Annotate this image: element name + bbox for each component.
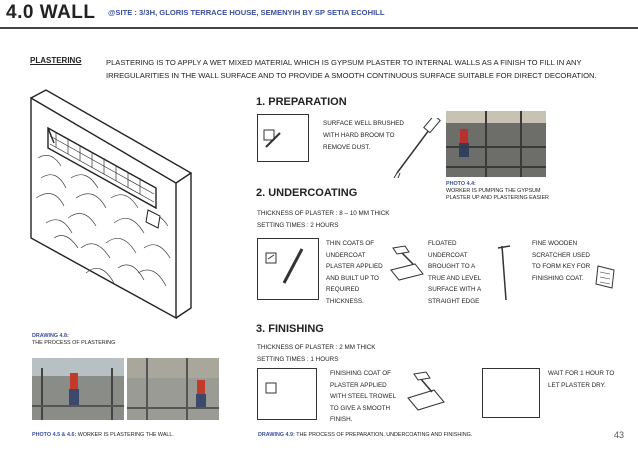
photos-45-46-caption [32, 432, 174, 439]
undercoating-heading: 2. UNDERCOATING [256, 187, 358, 199]
steel-trowel-sketch [404, 370, 456, 416]
undercoating-setting: SETTING TIMES : 2 HOURS [257, 222, 339, 229]
photo-46-worker-plastering [127, 358, 219, 420]
header-divider [0, 27, 638, 29]
scratcher-sketch [488, 242, 514, 304]
drawing-49-label: DRAWING 4.9: [258, 432, 295, 438]
straight-edge-sketch [280, 245, 310, 285]
page-title: 4.0 WALL [6, 2, 96, 23]
wood-scratcher-sketch [594, 260, 620, 294]
photo-44-worker-pumping [446, 111, 546, 177]
drawing-48-label: DRAWING 4.8: [32, 333, 69, 339]
drawing-49-caption-row [258, 432, 472, 439]
finishing-note-1: FINISHING COAT OF PLASTER APPLIED WITH STEEL TROWEL TO GIVE A SMOOTH FINISH. [330, 370, 396, 423]
undercoating-thickness: THICKNESS OF PLASTER : 8 – 10 MM THICK [257, 210, 390, 217]
finishing-thickness: THICKNESS OF PLASTER : 2 MM THICK [257, 344, 376, 351]
preparation-heading: 1. PREPARATION [256, 96, 347, 108]
undercoating-note-2: FLOATED UNDERCOAT BROUGHT TO A TRUE AND LEVEL SURFACE WITH A STRAIGHT EDGE [428, 240, 481, 305]
finishing-dry-wall-square [482, 368, 540, 418]
plastering-description: PLASTERING IS TO APPLY A WET MIXED MATERIAL WHICH IS GYPSUM PLASTER TO INTERNAL WALLS AS A FINISH TO FILL IN ANY IRREGULARITIES IN THE WALL SURFACE AND TO PROVIDE A SMOOTH CONTINUOUS SURFACE SUITABLE FOR DIRECT DECORATION. [106, 58, 597, 80]
photo-44-label: PHOTO 4.4: [446, 181, 476, 187]
preparation-note: SURFACE WELL BRUSHED WITH HARD BROOM TO REMOVE DUST. [323, 120, 404, 151]
finishing-note-2: WAIT FOR 1 HOUR TO LET PLASTER DRY. [548, 370, 615, 389]
site-subtitle: @SITE : 3/3H, GLORIS TERRACE HOUSE, SEMENYIH BY SP SETIA ECOHILL [108, 8, 385, 17]
wall-sketch-drawing [26, 88, 241, 328]
finishing-wall-square [257, 368, 317, 420]
photo-45-worker-plastering [32, 358, 124, 420]
photos-45-46-text: WORKER IS PLASTERING THE WALL. [77, 432, 174, 438]
drawing-48-caption: THE PROCESS OF PLASTERING [32, 340, 116, 346]
preparation-wall-square [257, 114, 309, 162]
finishing-setting: SETTING TIMES : 1 HOURS [257, 356, 339, 363]
plastering-label: PLASTERING [30, 56, 82, 65]
photos-45-46-label: PHOTO 4.5 & 4.6: [32, 432, 77, 438]
photo-44-caption: WORKER IS PUMPING THE GYPSUM PLASTER UP AND PLASTERING EASIER [446, 188, 549, 201]
drawing-49-caption: THE PROCESS OF PREPARATION, UNDERCOATING AND FINISHING. [296, 432, 473, 438]
undercoating-note-3: FINE WOODEN SCRATCHER USED TO FORM KEY FOR FINISHING COAT. [532, 240, 591, 282]
undercoating-note-1: THIN COATS OF UNDERCOAT PLASTER APPLIED AND BUILT UP TO REQUIRED THICKNESS. [326, 240, 383, 305]
finishing-heading: 3. FINISHING [256, 323, 324, 335]
page-number: 43 [613, 430, 624, 440]
broom-sketch [392, 118, 442, 178]
